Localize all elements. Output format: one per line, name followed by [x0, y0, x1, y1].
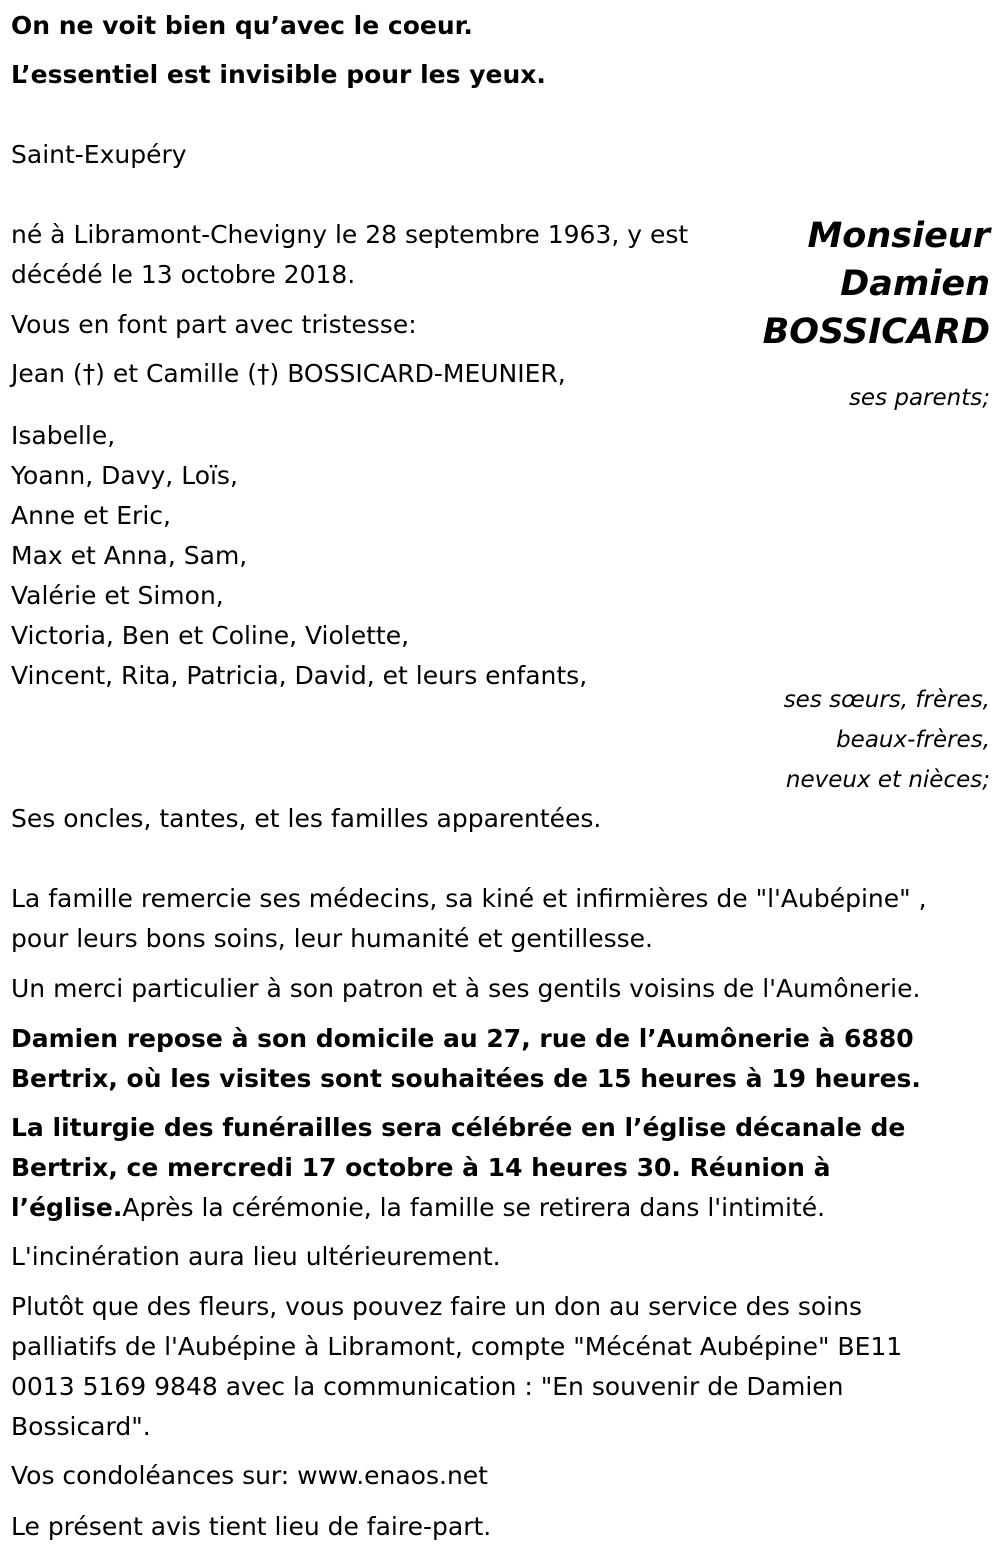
quote-line-2: L’essentiel est invisible pour les yeux.	[11, 60, 546, 89]
rest-line-1: Damien repose à son domicile au 27, rue de l’Aumônerie à 6880	[11, 1024, 914, 1053]
sibling-line: Anne et Eric,	[11, 501, 171, 530]
parents-names: Jean (†) et Camille (†) BOSSICARD-MEUNIER,	[11, 359, 566, 388]
siblings-role-line: beaux-frères,	[836, 727, 990, 753]
birth-line-2: décédé le 13 octobre 2018.	[11, 260, 356, 289]
parents-role: ses parents;	[848, 385, 990, 411]
sibling-line: Yoann, Davy, Loïs,	[11, 461, 238, 490]
donation-line-2: palliatifs de l'Aubépine à Libramont, compte "Mécénat Aubépine" BE11	[11, 1332, 903, 1361]
funeral-line-2: Bertrix, ce mercredi 17 octobre à 14 heures 30. Réunion à	[11, 1153, 831, 1182]
sibling-line: Valérie et Simon,	[11, 581, 224, 610]
condolences-text: Vos condoléances sur: www.enaos.net	[11, 1461, 488, 1490]
deceased-last-name: BOSSICARD	[762, 312, 990, 352]
quote-line-1: On ne voit bien qu’avec le coeur.	[11, 11, 473, 40]
deceased-first-name: Damien	[840, 264, 990, 304]
funeral-line-3-rest: Après la cérémonie, la famille se retirera dans l'intimité.	[122, 1193, 826, 1222]
birth-line-1: né à Libramont-Chevigny le 28 septembre 1963, y est	[11, 220, 689, 249]
announce-text: Vous en font part avec tristesse:	[11, 310, 417, 339]
extended-family: Ses oncles, tantes, et les familles apparentées.	[11, 804, 602, 833]
siblings-role-line: ses sœurs, frères,	[783, 687, 990, 713]
sibling-line: Victoria, Ben et Coline, Violette,	[11, 621, 410, 650]
incineration-text: L'incinération aura lieu ultérieurement.	[11, 1242, 501, 1271]
deceased-title: Monsieur	[807, 216, 990, 256]
sibling-line: Max et Anna, Sam,	[11, 541, 248, 570]
donation-line-3: 0013 5169 9848 avec la communication : "En souvenir de Damien	[11, 1372, 844, 1401]
sibling-line: Vincent, Rita, Patricia, David, et leurs enfants,	[11, 661, 588, 690]
funeral-line-3	[11, 1188, 825, 1228]
thanks-line-1: La famille remercie ses médecins, sa kiné et infirmières de "l'Aubépine" ,	[11, 884, 927, 913]
donation-line-1: Plutôt que des fleurs, vous pouvez faire un don au service des soins	[11, 1292, 862, 1321]
funeral-line-1: La liturgie des funérailles sera célébrée en l’église décanale de	[11, 1113, 906, 1142]
sibling-line: Isabelle,	[11, 421, 116, 450]
funeral-line-3-bold: l’église.	[11, 1193, 123, 1222]
siblings-role-line: neveux et nièces;	[785, 767, 990, 793]
donation-line-4: Bossicard".	[11, 1412, 151, 1441]
notice-text: Le présent avis tient lieu de faire-part.	[11, 1512, 492, 1541]
rest-line-2: Bertrix, où les visites sont souhaitées de 15 heures à 19 heures.	[11, 1064, 921, 1093]
quote-author: Saint-Exupéry	[11, 140, 187, 169]
thanks-line-3: Un merci particulier à son patron et à ses gentils voisins de l'Aumônerie.	[11, 974, 921, 1003]
thanks-line-2: pour leurs bons soins, leur humanité et gentillesse.	[11, 924, 653, 953]
